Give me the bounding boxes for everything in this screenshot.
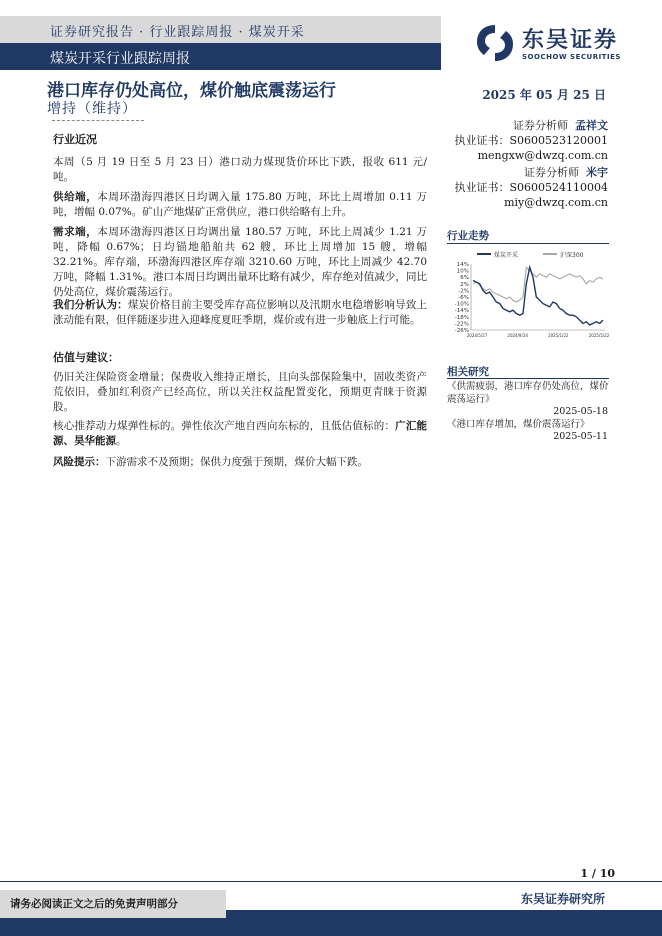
report-title: 港口库存仍处高位，煤价触底震荡运行 (47, 81, 336, 101)
related-date-2: 2025-05-11 (553, 431, 608, 442)
analyst-1 (454, 118, 608, 163)
cert-label: 执业证书： (454, 181, 510, 194)
trend-title: 行业走势 (447, 230, 489, 242)
y-tick-label: -14% (454, 308, 469, 315)
analyst-2 (454, 165, 608, 210)
recommend-stocks: 广汇能源、昊华能源 (53, 420, 428, 447)
x-tick-label: 2025/5/22 (588, 333, 609, 338)
cert-label: 执业证书： (454, 134, 510, 147)
report-category: 证券研究报告 · 行业跟踪周报 · 煤炭开采 (50, 25, 305, 40)
trend-chart-svg (447, 244, 609, 344)
recommend-suffix: 。 (116, 435, 127, 447)
footer-divider (0, 881, 662, 882)
supply-label: 供给端， (53, 191, 98, 203)
section-recent: 行业近况 (53, 133, 97, 146)
analyst-email[interactable]: miy@dwzq.com.cn (504, 196, 608, 209)
related-rule (447, 378, 609, 379)
disclaimer-text: 请务必阅读正文之后的免责声明部分 (10, 898, 178, 910)
demand-label: 需求端， (53, 226, 98, 238)
paragraph-risk (53, 455, 427, 470)
publish-date: 2025 年 05 月 25 日 (482, 88, 606, 102)
y-tick-label: -2% (458, 288, 469, 295)
view-label: 我们分析认为： (53, 299, 128, 311)
y-tick-label: 2% (460, 281, 469, 288)
section-valuation: 估值与建议： (53, 351, 119, 364)
risk-text: 下游需求不及预期；保供力度强于预期，煤价大幅下跌。 (105, 456, 368, 468)
logo-text-en: SOOCHOW SECURITIES (522, 53, 621, 61)
title-divider (52, 120, 144, 121)
view-text: 煤炭价格目前主要受库存高位影响以及汛期水电稳增影响导致上涨动能有限，但伴随逐步进入迎峰度夏旺季期，煤价或有进一步触底上行可能。 (53, 299, 428, 326)
paragraph-view (53, 298, 427, 328)
paragraph-insurance: 仍旧关注保险资金增量；保费收入维持正增长，且向头部保险集中，固收类资产荒依旧，叠加红利资产已经高位，所以关注权益配置变化，预期更青睐于资源股。 (53, 371, 427, 413)
company-logo (474, 22, 624, 66)
analyst-role: 证券分析师 (513, 119, 568, 132)
y-tick-label: -26% (454, 328, 469, 334)
cert-number: S0600524110004 (509, 181, 608, 194)
logo-mark-icon (474, 22, 516, 64)
risk-label: 风险提示： (53, 456, 106, 468)
y-tick-label: -18% (454, 314, 469, 321)
recommend-text: 核心推荐动力煤弹性标的。弹性依次产地自西向东标的，且低估值标的： (53, 420, 396, 432)
related-title: 相关研究 (447, 366, 489, 378)
related-item-1[interactable]: 《供需疲弱，港口库存仍处高位，煤价震荡运行》 (447, 381, 609, 405)
report-category-banner (0, 16, 441, 43)
y-tick-label: -10% (454, 301, 469, 308)
analyst-name: 孟祥文 (575, 119, 608, 132)
report-series-banner (0, 43, 441, 70)
analyst-email[interactable]: mengxw@dwzq.com.cn (477, 149, 608, 162)
y-tick-label: 10% (456, 268, 469, 275)
footer-bar (226, 910, 662, 936)
logo-text-cn: 东吴证券 (522, 27, 619, 53)
x-tick-label: 2024/9/24 (507, 333, 528, 338)
footer-bar-left (0, 918, 226, 936)
y-tick-label: -22% (454, 321, 469, 328)
analyst-role: 证券分析师 (524, 166, 579, 179)
related-date-1: 2025-05-18 (553, 406, 608, 417)
page-number: 1 / 10 (580, 867, 615, 880)
y-tick-label: 14% (456, 262, 469, 268)
paragraph-supply (53, 190, 427, 220)
analyst-name: 米宇 (586, 166, 608, 179)
industry-trend-chart (447, 244, 609, 344)
related-item-2[interactable]: 《港口库存增加，煤价震荡运行》 (447, 419, 590, 430)
demand-text: 本周环渤海四港区日均调出量 180.57 万吨，环比上周减少 1.21 万吨，降幅 0.67%；日均锚地船舶共 62 艘，环比上周增加 15 艘，增幅 32.21%。库存端，环渤海四港区库存端 3210.60 万吨，环比上周减少 42.70 万吨，降幅 1.31%。港口本周日均调出量环比略有减少，库存绝对值减少，同比仍处高位，煤价震荡运行。 (53, 226, 428, 298)
y-tick-label: -6% (458, 295, 469, 301)
cert-number: S0600523120001 (509, 134, 608, 147)
rating: 增持（维持） (47, 101, 137, 117)
x-tick-label: 2025/1/22 (548, 333, 569, 338)
y-tick-label: 6% (460, 275, 469, 282)
paragraph-price: 本周（5 月 19 日至 5 月 23 日）港口动力煤现货价环比下跌，报收 611 元/吨。 (53, 156, 427, 183)
legend-label: 煤炭开采 (494, 252, 519, 259)
report-series: 煤炭开采行业跟踪周报 (50, 51, 190, 67)
paragraph-demand (53, 225, 427, 300)
disclaimer-banner (0, 890, 226, 918)
x-tick-label: 2024/5/27 (466, 333, 488, 338)
supply-text: 本周环渤海四港区日均调入量 175.80 万吨，环比上周增加 0.11 万吨，增幅 0.07%。矿山产地煤矿正常供应，港口供给略有上升。 (53, 191, 428, 218)
institute-name: 东吴证券研究所 (520, 892, 605, 906)
paragraph-recommend (53, 419, 427, 449)
legend-label: 沪深300 (560, 252, 584, 259)
